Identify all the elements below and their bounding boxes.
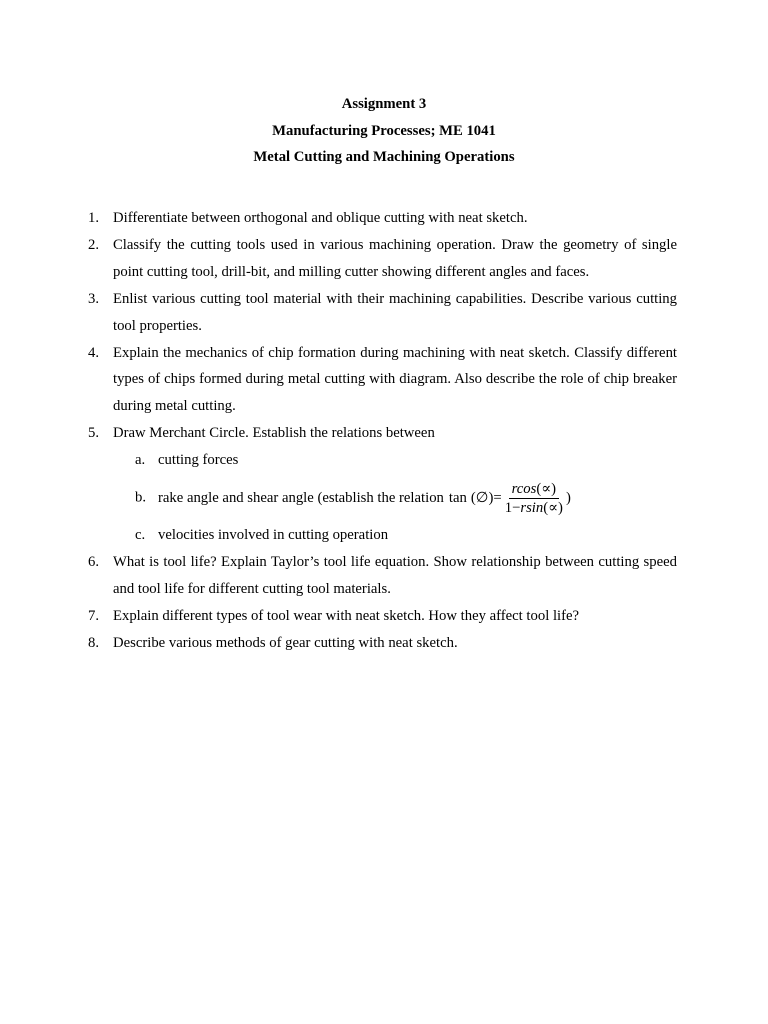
question-item: [88, 232, 677, 286]
formula-close-paren: ): [565, 489, 571, 506]
question-number: 4.: [88, 344, 100, 361]
question-item: [88, 630, 677, 657]
question-item: [88, 340, 677, 421]
sub-item: [88, 447, 677, 474]
document-header: [0, 91, 768, 171]
question-number: 5.: [88, 425, 100, 442]
assignment-title: Assignment 3: [341, 96, 427, 112]
question-number: 1.: [88, 210, 100, 226]
question-text: Explain the mechanics of chip formation during machining with neat sketch. Classify different types of chips formed during metal cutting with diagram. Also describe the role of chip breaker during metal cutting.: [113, 344, 677, 415]
question-text: Enlist various cutting tool material with their machining capabilities. Describe various cutting tool properties.: [113, 290, 677, 334]
sub-item: [88, 474, 677, 522]
question-text: Differentiate between orthogonal and oblique cutting with neat sketch.: [113, 210, 528, 226]
sub-item-letter: c.: [135, 527, 146, 544]
sub-item-letter: b.: [135, 489, 147, 506]
question-item: [88, 286, 677, 340]
formula-numerator: rcos(∝): [509, 480, 559, 499]
sub-item-letter: a.: [135, 452, 146, 469]
topic-title: Metal Cutting and Machining Operations: [253, 149, 515, 166]
question-number: 6.: [88, 553, 100, 570]
question-number: 8.: [88, 634, 100, 651]
question-text: Explain different types of tool wear with neat sketch. How they affect tool life?: [113, 607, 580, 624]
formula-denominator: 1−rsin(∝): [504, 499, 563, 516]
question-number: 3.: [88, 290, 100, 307]
question-number: 2.: [88, 236, 100, 253]
question-item: [88, 549, 677, 603]
question-item: [88, 420, 677, 549]
sub-item-text: velocities involved in cutting operation: [158, 527, 389, 544]
question-item: [88, 603, 677, 630]
course-title: Manufacturing Processes; ME 1041: [272, 122, 496, 139]
sub-item: [88, 522, 677, 549]
formula-equals: =: [493, 489, 502, 506]
question-text: What is tool life? Explain Taylor’s tool life equation. Show relationship between cutting speed and tool life for different cutting tool materials.: [113, 553, 677, 597]
formula-lhs: tan: [448, 489, 467, 506]
question-text: Classify the cutting tools used in various machining operation. Draw the geometry of single point cutting tool, drill-bit, and milling cutter showing different angles and faces.: [113, 236, 677, 280]
question-item: [88, 205, 677, 232]
sub-item-text: rake angle and shear angle (establish the relation: [158, 489, 444, 506]
question-number: 7.: [88, 607, 100, 624]
question-text: Describe various methods of gear cutting with neat sketch.: [113, 634, 458, 651]
formula-fraction: [503, 480, 565, 517]
sub-item-text: cutting forces: [158, 452, 239, 469]
question-text: Draw Merchant Circle. Establish the relations between: [113, 425, 435, 442]
question-list: [88, 205, 677, 657]
formula-lhs-arg: (∅): [470, 489, 494, 506]
shear-angle-formula: [449, 480, 571, 517]
